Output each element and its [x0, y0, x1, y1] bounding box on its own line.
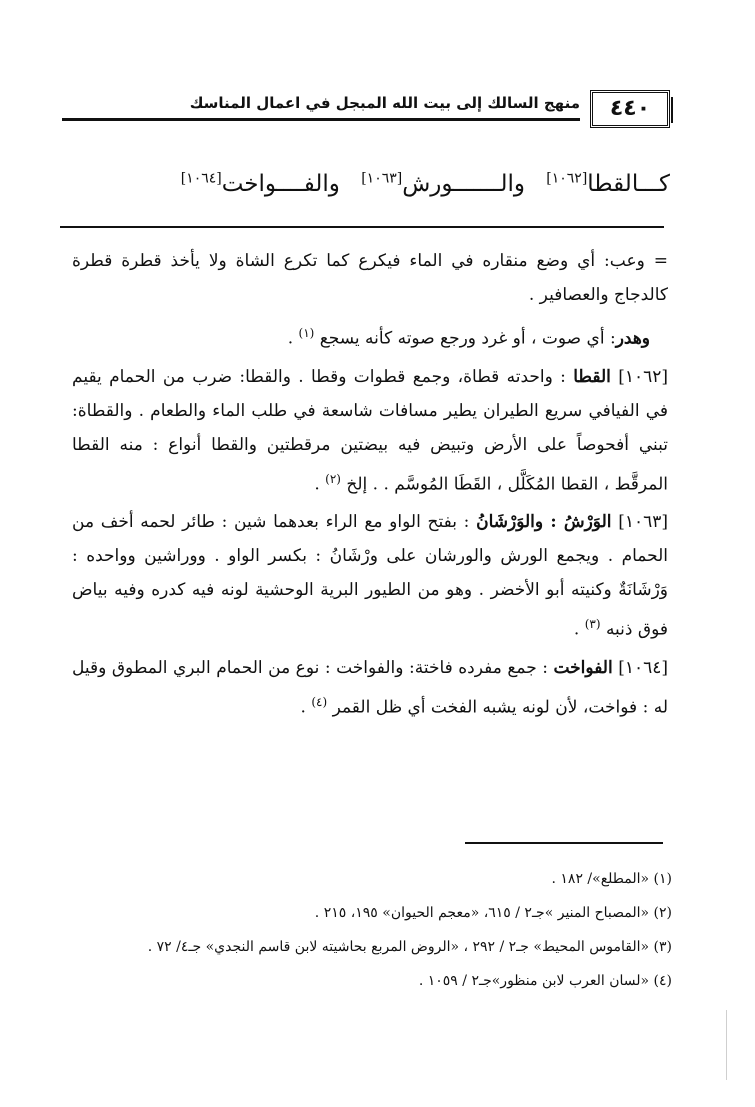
footnote-1: (١) «المطلع»/ ١٨٢ . — [551, 871, 672, 887]
heading-ref-1063: [١٠٦٣] — [361, 170, 403, 186]
page-header — [62, 88, 680, 132]
heading-word-fawakhit: والفــــواخت[١٠٦٤] — [180, 170, 340, 197]
entries-heading — [60, 170, 670, 197]
entry-number-1062: [١٠٦٢] — [618, 366, 669, 387]
entry-1064: [١٠٦٤] الفواخت : جمع مفرده فاختة: والفواخت : نوع من الحمام البري المطوق وقيل له : فواخت، لأن لونه يشبه الفخت أي ظل القمر $^{(٤)}$ . — [72, 657, 669, 718]
heading-ref-1064: [١٠٦٤] — [180, 170, 222, 186]
scan-edge-mark — [726, 1010, 727, 1080]
footnote-4: (٤) «لسان العرب لابن منظور»جـ٢ / ١٠٥٩ . — [418, 973, 672, 989]
term-hadar: وهدر — [615, 328, 650, 349]
footnote-ref-3: (٣) — [584, 617, 601, 632]
term-warsh: الوَرْشُ : والوَرْشَانُ — [476, 512, 612, 533]
footnote-ref-2: (٢) — [325, 471, 341, 486]
footnote-2: (٢) «المصباح المنير »جـ٢ / ٦١٥، «معجم الحيوان» ١٩٥، ٢١٥ . — [314, 905, 672, 921]
entry-number-1064: [١٠٦٤] — [618, 657, 669, 678]
running-title: منهج السالك إلى بيت الله المبجل في اعمال المناسك — [189, 94, 580, 112]
term-qata: القطا — [573, 366, 611, 387]
footnotes — [72, 862, 672, 998]
entry-1063: [١٠٦٣] الوَرْشُ : والوَرْشَانُ : بفتح الواو مع الراء بعدهما شين : طائر لحمه أخف من الحمام . ويجمع الورش والورشان على ورْشَانُ : بكسر الواو . ووراشين وواحده : وَرْشَانَةٌ وكنيته أبو الأخضر . وهو من الطيور البرية الوحشية لونه فيه كدره وفيه بياض فوق ذنبه $^{(٣)}$ . — [72, 512, 669, 640]
heading-word-qata: كـــالقطا[١٠٦٢] — [546, 170, 670, 197]
header-rule — [62, 118, 580, 121]
page-number: ٤٤٠ — [590, 90, 670, 128]
paragraph-hadar: وهدر: أي صوت ، أو غرد ورجع صوته كأنه يسجع $^{(١)}$ . — [287, 326, 650, 349]
footnote-3: (٣) «القاموس المحيط» جـ٢ / ٢٩٢ ، «الروض المربع بحاشيته لابن قاسم النجدي» جـ٤/ ٧٢ . — [147, 939, 672, 955]
entry-number-1063: [١٠٦٣] — [618, 512, 669, 533]
term-fawakhit: الفواخت — [553, 657, 613, 678]
footnote-ref-4: (٤) — [311, 694, 328, 709]
heading-ref-1062: [١٠٦٢] — [546, 170, 588, 186]
footnote-ref-1: (١) — [298, 326, 315, 340]
heading-rule — [60, 226, 664, 228]
heading-word-warsh: والـــــــورش[١٠٦٣] — [361, 170, 525, 197]
entry-1062: [١٠٦٢] القطا : واحدته قطاة، وجمع قطوات وقطا . والقطا: ضرب من الحمام يقيم في الفيافي سريع الطيران يطير مسافات شاسعة في طلب الماء والطعام . والقطاة: تبني أفحوصاً على الأرض وتبيض فيه بيضتين مرقطتين والقطا أنواع : منه القطا المرقَّط ، القطا المُكَلَّل ، القَطَا المُوسَّم . . إلخ $^{(٢)}$ . — [72, 366, 669, 495]
paragraph-wab: = وعب: أي وضع منقاره في الماء فيكرع كما تكرع الشاة ولا يأخذ قطرة قطرة كالدجاج والعصافير . — [72, 251, 668, 305]
footnote-separator — [465, 842, 663, 844]
body-text — [72, 244, 668, 729]
